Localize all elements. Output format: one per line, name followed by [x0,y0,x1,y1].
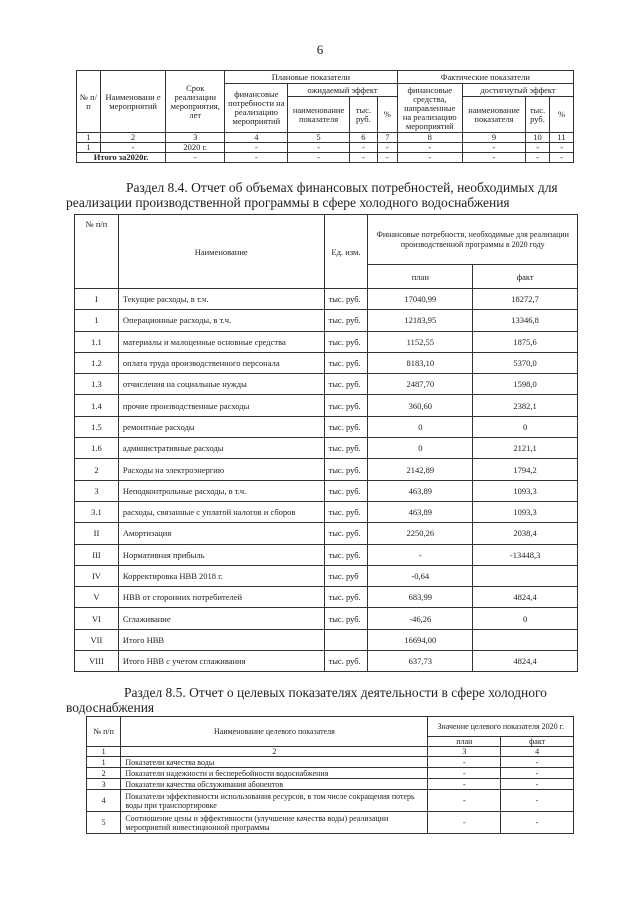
heading-line: Раздел 8.4. Отчет об объемах финансовых потребностей, необходимых для [126,180,558,195]
table-row [87,812,574,834]
row-unit: тыс. руб. [324,374,368,395]
row-unit [324,629,368,650]
row-plan: - [428,757,501,768]
table-row [87,757,574,768]
plan-indicator-header: наименование показателя [288,97,349,133]
row-name: Корректировка НВВ 2018 г. [118,565,324,586]
row-unit: тыс. руб [324,565,368,586]
table-row [87,768,574,779]
row-plan: 683,99 [368,587,473,608]
row-number: 2 [87,768,121,779]
row-unit: тыс. руб. [324,459,368,480]
row-name: Амортизация [118,523,324,544]
row-fact: 1875,6 [473,331,578,352]
plan-thr-header: тыс. руб. [349,97,377,133]
col-num-header: № п/п [87,717,121,747]
row-fact: - [501,757,574,768]
target-indicators-table [86,716,574,834]
table-row [75,438,578,459]
row-fact: 1093,3 [473,501,578,522]
col-fin-header: Финансовые потребности, необходимые для реализации производственной программы в 2020 году [368,215,578,265]
row-fact: 5370,0 [473,352,578,373]
cell: 2 [100,133,165,143]
table-row [87,790,574,812]
row-plan: 8183,10 [368,352,473,373]
activities-table [76,70,574,163]
table-row [75,565,578,586]
row-name: Неподконтрольные расходы, в т.ч. [118,480,324,501]
row-name: Расходы на электроэнергию [118,459,324,480]
row-fact: 0 [473,416,578,437]
cell: - [349,153,377,163]
row-plan: - [368,544,473,565]
cell: 8 [397,133,462,143]
row-plan: 463,89 [368,480,473,501]
row-fact: 1598,0 [473,374,578,395]
row-name: административные расходы [118,438,324,459]
row-plan: 2487,70 [368,374,473,395]
cell: - [526,143,550,153]
cell: - [549,143,573,153]
row-plan: -46,26 [368,608,473,629]
row-plan: - [428,779,501,790]
total-row [77,153,574,163]
row-number: 1 [75,310,119,331]
section-heading-8-5 [66,685,586,715]
row-plan: - [428,790,501,812]
plan-pct-header: % [378,97,398,133]
cell: 3 [428,747,501,757]
cell: - [397,143,462,153]
row-number: 5 [87,812,121,834]
row-plan: - [428,768,501,779]
row-fact: 13346,8 [473,310,578,331]
row-fact: 2382,1 [473,395,578,416]
cell: - [462,153,525,163]
table-row [75,629,578,650]
plan-effect-header: ожидаемый эффект [288,84,397,97]
row-number: 1.1 [75,331,119,352]
row-plan: 637,73 [368,651,473,672]
cell: 2 [121,747,428,757]
row-number: 1.4 [75,395,119,416]
row-fact: 1093,3 [473,480,578,501]
table-row [75,501,578,522]
row-name: Показатели надежности и бесперебойности водоснабжения [121,768,428,779]
row-fact: -13448,3 [473,544,578,565]
row-unit: тыс. руб. [324,438,368,459]
col-fact-header: факт [501,737,574,747]
row-unit: тыс. руб. [324,480,368,501]
row-name: материалы и малоценные основные средства [118,331,324,352]
row-fact: 4824,4 [473,587,578,608]
col-name-header: Наименование [118,215,324,289]
table-row [75,374,578,395]
row-name: Сглаживание [118,608,324,629]
cell: 1 [87,747,121,757]
row-name: Соотношение цены и эффективности (улучшение качества воды) реализации мероприятий инвестиционной программы [121,812,428,834]
table-row [75,289,578,310]
cell: 7 [378,133,398,143]
table-row [75,651,578,672]
row-name: расходы, связанные с уплатой налогов и сборов [118,501,324,522]
row-name: Показатели эффективности использования ресурсов, в том числе сокращения потерь воды при транспортировке [121,790,428,812]
row-number: 3 [75,480,119,501]
col-plan-header: план [428,737,501,747]
cell: - [166,153,225,163]
financial-needs-table [74,214,578,672]
cell: 11 [549,133,573,143]
row-unit: тыс. руб. [324,608,368,629]
heading-line: водоснабжения [66,700,155,715]
row-name: Нормативная прибыль [118,544,324,565]
row-plan: -0,64 [368,565,473,586]
row-fact [473,565,578,586]
cell: - [225,153,288,163]
table-row [75,544,578,565]
table-row [77,143,574,153]
row-number: 1.3 [75,374,119,395]
row-fact: 0 [473,608,578,629]
row-number: VII [75,629,119,650]
row-fact: - [501,812,574,834]
row-plan: 360,60 [368,395,473,416]
col-value-header: Значение целевого показателя 2020 г. [428,717,574,737]
row-number: 1 [87,757,121,768]
fact-group-header: Фактические показатели [397,71,573,84]
fact-fin-header: финансовые средства, направленные на реализацию мероприятий [397,84,462,133]
total-label: Итого за2020г. [77,153,166,163]
table-row [75,523,578,544]
col-unit-header: Ед. изм. [324,215,368,289]
cell: - [462,143,525,153]
fact-thr-header: тыс. руб. [526,97,550,133]
column-numbers-row [77,133,574,143]
row-fact: - [501,779,574,790]
row-number: 1.6 [75,438,119,459]
table-row [75,587,578,608]
row-number: IV [75,565,119,586]
row-fact: - [501,790,574,812]
fact-effect-header: достигнутый эффект [462,84,573,97]
table-row [75,310,578,331]
row-name: ремонтные расходы [118,416,324,437]
cell: 5 [288,133,349,143]
row-unit: тыс. руб. [324,523,368,544]
row-number: VIII [75,651,119,672]
row-unit: тыс. руб. [324,331,368,352]
fact-pct-header: % [549,97,573,133]
page-number: 6 [316,42,324,57]
row-plan: 0 [368,416,473,437]
row-number: II [75,523,119,544]
row-plan: 0 [368,438,473,459]
row-plan: 1152,55 [368,331,473,352]
col-fact-header: факт [473,265,578,289]
cell: 1 [77,133,101,143]
cell: 6 [349,133,377,143]
table-row [87,779,574,790]
cell: 9 [462,133,525,143]
row-name: Операционные расходы, в т.ч. [118,310,324,331]
row-unit: тыс. руб. [324,501,368,522]
row-number: 3.1 [75,501,119,522]
fact-indicator-header: наименование показателя [462,97,525,133]
row-plan: 16694,00 [368,629,473,650]
row-unit: тыс. руб. [324,587,368,608]
table-row [75,608,578,629]
table-row [75,459,578,480]
row-name: прочие производственные расходы [118,395,324,416]
row-unit: тыс. руб. [324,289,368,310]
row-unit: тыс. руб. [324,352,368,373]
cell: 3 [166,133,225,143]
cell: 10 [526,133,550,143]
row-number: 4 [87,790,121,812]
row-unit: тыс. руб. [324,544,368,565]
table-row [75,416,578,437]
row-unit: тыс. руб. [324,416,368,437]
row-number: V [75,587,119,608]
cell: - [526,153,550,163]
row-name: Текущие расходы, в т.ч. [118,289,324,310]
cell: - [100,143,165,153]
cell: - [349,143,377,153]
table-row [75,395,578,416]
row-name: Итого НВВ с учетом сглаживания [118,651,324,672]
row-fact [473,629,578,650]
cell: - [288,153,349,163]
row-unit: тыс. руб. [324,395,368,416]
table-row [75,331,578,352]
cell: - [378,153,398,163]
row-fact: 18272,7 [473,289,578,310]
heading-line: Раздел 8.5. Отчет о целевых показателях деятельности в сфере холодного [124,685,547,700]
row-name: оплата труда производственного персонала [118,352,324,373]
row-fact: 1794,2 [473,459,578,480]
row-number: 3 [87,779,121,790]
section-heading-8-4 [66,180,586,210]
table-row [75,480,578,501]
cell: 1 [77,143,101,153]
row-number: 1.2 [75,352,119,373]
row-name: отчисления на социальные нужды [118,374,324,395]
row-unit: тыс. руб. [324,310,368,331]
row-number: III [75,544,119,565]
cell: 4 [225,133,288,143]
row-plan: 2142,89 [368,459,473,480]
row-plan: 2250,26 [368,523,473,544]
plan-group-header: Плановые показатели [225,71,397,84]
row-plan: 12183,95 [368,310,473,331]
row-number: I [75,289,119,310]
col-num-header: № п/п [75,215,119,289]
cell: 4 [501,747,574,757]
row-fact: 4824,4 [473,651,578,672]
plan-fin-header: финансовые потребности на реализацию мероприятий [225,84,288,133]
row-number: 2 [75,459,119,480]
heading-line: реализации производственной программы в сфере холодного водоснабжения [66,195,510,210]
row-fact: 2121,1 [473,438,578,459]
row-name: Итого НВВ [118,629,324,650]
row-fact: - [501,768,574,779]
row-unit: тыс. руб. [324,651,368,672]
col-plan-header: план [368,265,473,289]
row-name: НВВ от сторонних потребителей [118,587,324,608]
row-number: VI [75,608,119,629]
row-name: Показатели качества обслуживания абонентов [121,779,428,790]
row-plan: 463,89 [368,501,473,522]
column-numbers-row [87,747,574,757]
row-plan: 17040,99 [368,289,473,310]
cell: - [288,143,349,153]
cell: 2020 г. [166,143,225,153]
row-name: Показатели качества воды [121,757,428,768]
cell: - [397,153,462,163]
col-term-header: Срок реализации мероприятия, лет [166,71,225,133]
col-name-header: Наименовани е мероприятий [100,71,165,133]
row-fact: 2038,4 [473,523,578,544]
cell: - [225,143,288,153]
col-name-header: Наименование целевого показателя [121,717,428,747]
cell: - [378,143,398,153]
cell: - [549,153,573,163]
col-num-header: № п/п [77,71,101,133]
row-number: 1.5 [75,416,119,437]
table-row [75,352,578,373]
row-plan: - [428,812,501,834]
